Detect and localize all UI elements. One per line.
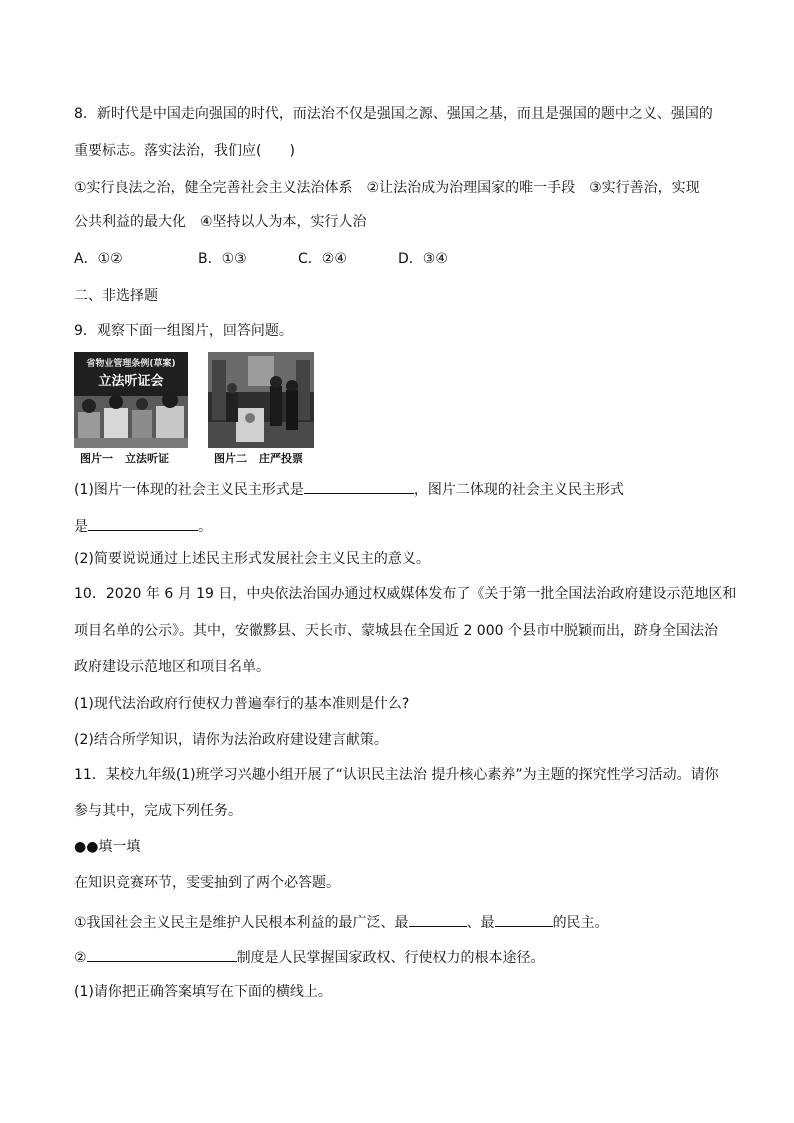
q8-option-a: A．①② — [74, 251, 123, 267]
photo1-banner-subtitle: 省物业管理条例(草案) — [86, 359, 176, 369]
photo2-caption-text: 庄严投票 — [259, 452, 303, 465]
q8-stem-line2: 重要标志。落实法治，我们应( ) — [74, 143, 295, 159]
photo2-caption — [214, 451, 315, 467]
q9-sub1-text-d: 。 — [198, 519, 212, 535]
q8-option-b: B．①③ — [198, 251, 247, 267]
q8-statement-line1: ①实行良法之治，健全完善社会主义法治体系 ②让法治成为治理国家的唯一手段 ③实行善治，实现 — [74, 180, 700, 196]
q9-sub1-line1 — [74, 477, 624, 500]
q9-sub1-text-c: 是 — [74, 519, 88, 535]
q11-sub1: (1)请你把正确答案填写在下面的横线上。 — [74, 984, 332, 1000]
q11-item1-text-c: 的民主。 — [552, 915, 609, 931]
q10-stem-line3: 政府建设示范地区和项目名单。 — [74, 659, 270, 675]
q11-stem-line2: 参与其中，完成下列任务。 — [74, 803, 242, 819]
q9-sub1-text-b: ，图片二体现的社会主义民主形式 — [413, 482, 624, 498]
q11-item2 — [74, 945, 545, 968]
q8-options — [74, 249, 448, 269]
q9-answer-blank-2[interactable] — [88, 514, 198, 531]
q11-heading: ●●填一填 — [74, 839, 141, 855]
q11-answer-blank-2[interactable] — [495, 910, 553, 927]
q8-stem-line1: 8．新时代是中国走向强国的时代，而法治不仅是强国之源、强国之基，而且是强国的题中之义、强国的 — [74, 106, 713, 122]
q9-answer-blank-1[interactable] — [304, 477, 414, 494]
photo-legislative-hearing — [74, 352, 188, 448]
q8-option-c: C．②④ — [298, 251, 347, 267]
q11-item1 — [74, 910, 609, 933]
q10-stem-line2: 项目名单的公示》。其中，安徽黟县、天长市、蒙城县在全国近 2 000 个县市中脱颖而出，跻身全国法治 — [74, 623, 718, 639]
q11-item2-text-a: ② — [74, 950, 87, 966]
q9-sub2: (2)简要说说通过上述民主形式发展社会主义民主的意义。 — [74, 551, 430, 567]
q9-sub1-line2 — [74, 514, 212, 537]
q11-answer-blank-3[interactable] — [87, 945, 237, 962]
photo-voting-scene — [208, 352, 314, 448]
q8-option-d: D．③④ — [398, 251, 448, 267]
photo-solemn-voting — [208, 352, 314, 448]
photo2-caption-number: 图片二 — [214, 452, 247, 465]
q10-sub1: (1)现代法治政府行使权力普遍奉行的基本准则是什么? — [74, 696, 410, 712]
photo1-caption-number: 图片一 — [80, 452, 113, 465]
photo1-banner-title: 立法听证会 — [98, 374, 164, 389]
q11-item2-text-b: 制度是人民掌握国家政权、行使权力的根本途径。 — [236, 950, 545, 966]
q9-stem: 9．观察下面一组图片，回答问题。 — [74, 323, 293, 339]
q9-sub1-text-a: (1)图片一体现的社会主义民主形式是 — [74, 482, 304, 498]
q11-item1-text-b: 、最 — [466, 915, 495, 931]
q8-statement-line2: 公共利益的最大化 ④坚持以人为本，实行人治 — [74, 214, 367, 230]
q11-item1-text-a: ①我国社会主义民主是维护人民根本利益的最广泛、最 — [74, 915, 409, 931]
q11-answer-blank-1[interactable] — [409, 910, 467, 927]
section-heading: 二、非选择题 — [74, 288, 158, 304]
q11-intro: 在知识竞赛环节，雯雯抽到了两个必答题。 — [74, 875, 340, 891]
q11-stem-line1: 11．某校九年级(1)班学习兴趣小组开展了“认识民主法治 提升核心素养”为主题的探究性学习活动。请你 — [74, 767, 719, 783]
photo1-caption — [80, 451, 181, 467]
q10-stem-line1: 10．2020 年 6 月 19 日，中央依法治国办通过权威媒体发布了《关于第一批全国法治政府建设示范地区和 — [74, 586, 737, 602]
photo1-caption-text: 立法听证 — [125, 452, 169, 465]
q10-sub2: (2)结合所学知识，请你为法治政府建设建言献策。 — [74, 732, 388, 748]
